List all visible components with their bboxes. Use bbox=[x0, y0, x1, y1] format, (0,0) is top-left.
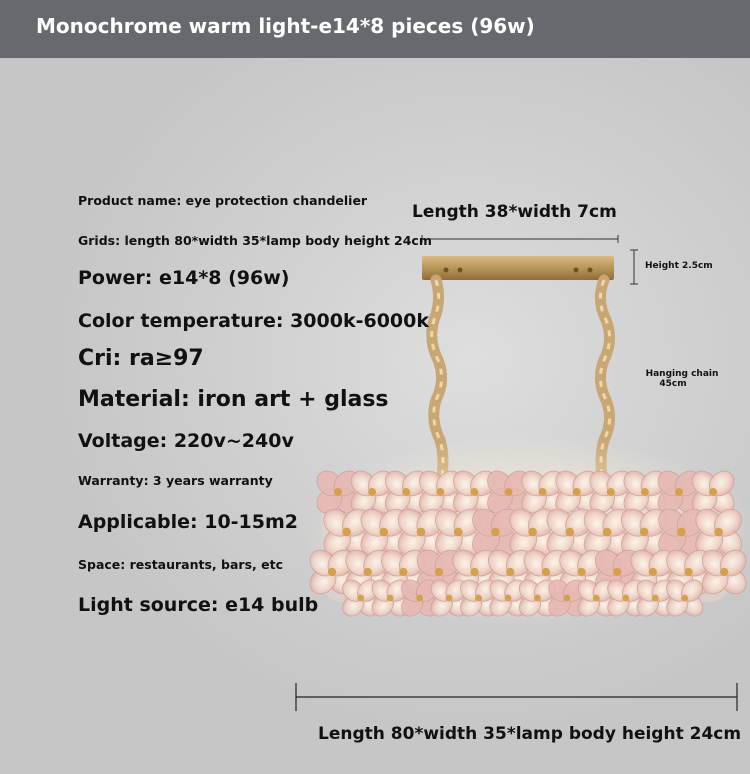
chain-length-label-line2: 45cm bbox=[659, 379, 687, 389]
page-title: Monochrome warm light-e14*8 pieces (96w) bbox=[36, 14, 535, 38]
chain-length-label bbox=[642, 369, 722, 389]
spec-material: Material: iron art + glass bbox=[78, 387, 389, 412]
height-dimension-line bbox=[630, 250, 638, 284]
spec-cri: Cri: ra≥97 bbox=[78, 346, 204, 371]
spec-warranty: Warranty: 3 years warranty bbox=[78, 473, 273, 488]
spec-product-name: Product name: eye protection chandelier bbox=[78, 193, 368, 208]
body-dimension-line bbox=[296, 683, 737, 711]
height-dimension-label: Height 2.5cm bbox=[645, 261, 713, 271]
chain-length-label-line1: Hanging chain bbox=[645, 369, 719, 379]
spec-light-source: Light source: e14 bulb bbox=[78, 594, 319, 616]
spec-space: Space: restaurants, bars, etc bbox=[78, 557, 283, 572]
spec-applicable: Applicable: 10-15m2 bbox=[78, 511, 299, 533]
glass-flowers bbox=[305, 466, 750, 620]
spec-power: Power: e14*8 (96w) bbox=[78, 267, 290, 289]
canopy bbox=[422, 256, 614, 280]
body-dimension-label: Length 80*width 35*lamp body height 24cm bbox=[318, 724, 742, 744]
spec-grids: Grids: length 80*width 35*lamp body height 24cm bbox=[78, 233, 432, 248]
canopy-dimension-label: Length 38*width 7cm bbox=[412, 202, 617, 222]
canopy-dimension-line bbox=[422, 235, 618, 243]
spec-color-temperature: Color temperature: 3000k-6000k bbox=[78, 310, 429, 332]
spec-voltage: Voltage: 220v~240v bbox=[78, 430, 294, 452]
